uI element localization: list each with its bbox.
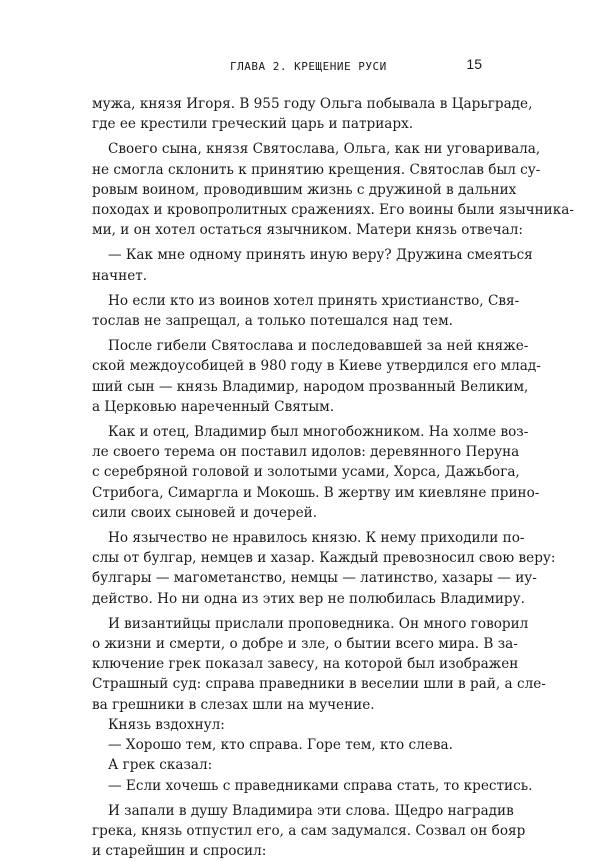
page-number: 15	[466, 56, 482, 72]
text-line: Как и отец, Владимир был многобожником. На холме воз-	[108, 424, 529, 441]
text-line: ший сын — князь Владимир, народом прозванный Великим,	[92, 378, 529, 395]
paragraph	[92, 291, 520, 331]
paragraph	[92, 422, 540, 523]
body-text	[92, 94, 574, 861]
text-line: сили своих сыновей и дочерей.	[92, 504, 318, 521]
text-line: Но если кто из воинов хотел принять христианство, Свя-	[108, 292, 520, 309]
text-line: После гибели Святослава и последовавшей за ней княже-	[108, 338, 529, 355]
paragraph	[92, 755, 468, 775]
paragraph	[92, 735, 468, 755]
text-line: действо. Но ни одна из этих вер не полюбилась Владимиру.	[92, 590, 525, 607]
text-line: А грек сказал:	[108, 757, 213, 774]
paragraph	[92, 336, 541, 417]
text-line: и старейшин и спросил:	[92, 843, 267, 860]
text-line: И византийцы прислали проповедника. Он много говорил	[108, 615, 529, 632]
text-line: ключение грек показал завесу, на которой был изображен	[92, 656, 519, 673]
text-line: слы от булгар, немцев и хазар. Каждый превозносил свою веру:	[92, 550, 556, 567]
text-line: ми, и он хотел остаться язычником. Матери князь отвечал:	[92, 222, 523, 239]
text-line: мужа, князя Игоря. В 955 году Ольга побывала в Царьграде,	[92, 96, 533, 112]
paragraph	[92, 715, 468, 735]
text-line: И запали в душу Владимира эти слова. Щедро наградив	[108, 802, 514, 819]
text-line: тослав не запрещал, а только потешался над тем.	[92, 313, 453, 330]
text-line: ской междоусобицей в 980 году в Киеве утвердился его млад-	[92, 358, 541, 375]
paragraph	[92, 94, 533, 134]
text-line: ле своего терема он поставил идолов: деревянного Перуна	[92, 444, 520, 461]
text-line: где ее крестили греческий царь и патриарх.	[92, 116, 414, 133]
text-line: — Если хочешь с праведниками справа стать, то крестись.	[108, 777, 533, 794]
text-line: начнет.	[92, 267, 148, 284]
text-line: булгары — магометанство, немцы — латинство, хазары — иу-	[92, 570, 537, 587]
text-line: ровым воином, проводившим жизнь с дружиной в дальних	[92, 181, 517, 198]
paragraph	[92, 801, 526, 861]
paragraph	[92, 776, 533, 796]
text-line: Стрибога, Симаргла и Мокошь. В жертву им киевляне прино-	[92, 484, 540, 501]
text-line: походах и кровопролитных сражениях. Его воины были язычника-	[92, 202, 574, 219]
text-line: с серебряной головой и золотыми усами, Хорса, Дажьбога,	[92, 464, 520, 481]
paragraph	[92, 139, 574, 240]
text-line: не смогла склонить к принятию крещения. Святослав был су-	[92, 161, 541, 178]
paragraph	[92, 528, 556, 609]
text-line: — Хорошо тем, кто справа. Горе тем, кто слева.	[108, 737, 453, 754]
text-line: Но язычество не нравилось князю. К нему приходили по-	[108, 530, 525, 547]
text-line: Страшный суд: справа праведники в веселии шли в рай, а сле-	[92, 676, 546, 693]
paragraph	[92, 614, 546, 715]
text-line: Князь вздохнул:	[108, 716, 225, 733]
text-line: Своего сына, князя Святослава, Ольга, как ни уговаривала,	[108, 141, 541, 158]
running-head-chapter-title: ГЛАВА 2. КРЕЩЕНИЕ РУСИ	[230, 60, 387, 73]
text-line: — Как мне одному принять иную веру? Дружина смеяться	[108, 247, 533, 264]
paragraph	[92, 245, 533, 285]
text-line: а Церковью нареченный Святым.	[92, 398, 335, 415]
text-line: ва грешники в слезах шли на мучение.	[92, 696, 375, 713]
text-line: грека, князь отпустил его, а сам задумался. Созвал он бояр	[92, 822, 526, 839]
text-line: о жизни и смерти, о добре и зле, о бытии всего мира. В за-	[92, 636, 518, 653]
